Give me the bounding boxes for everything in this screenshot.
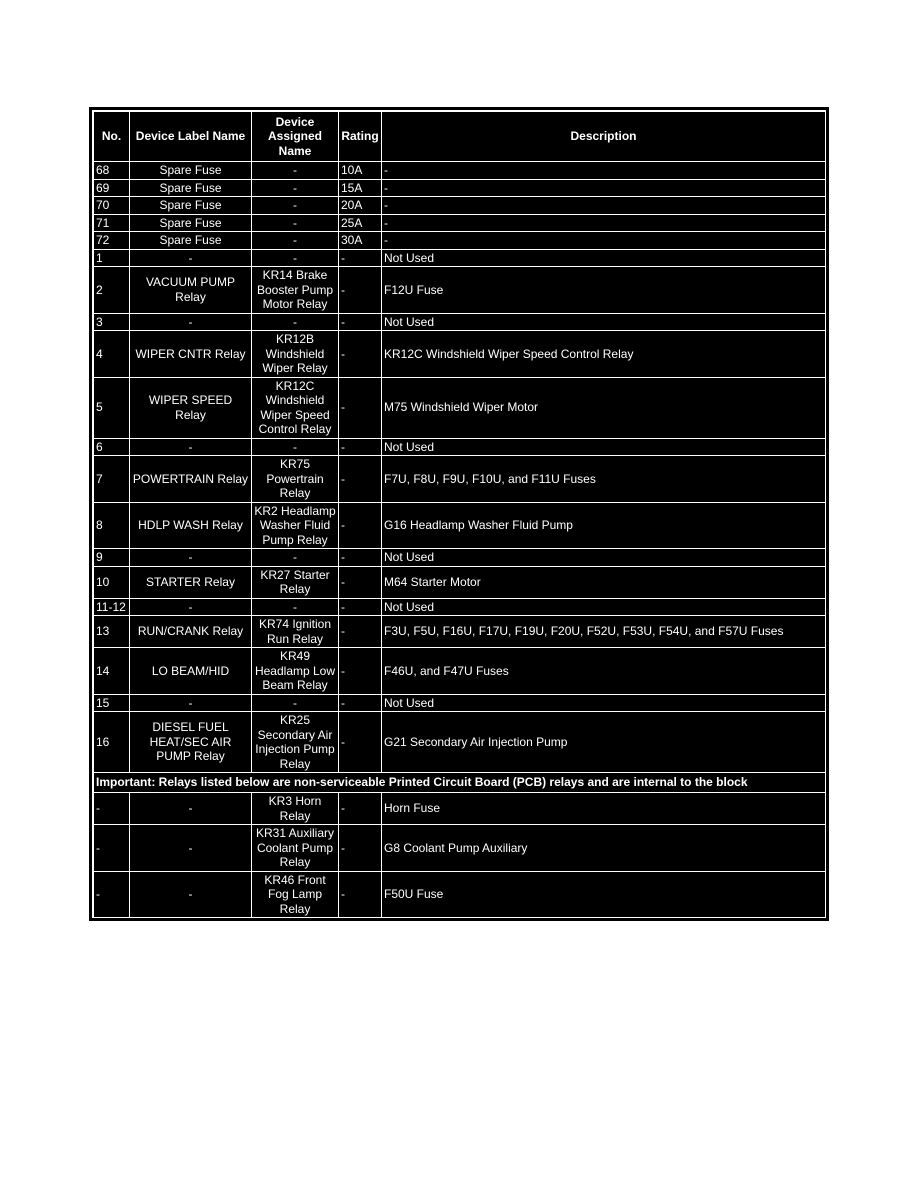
cell-device-label-name: RUN/CRANK Relay xyxy=(130,616,252,648)
cell-description: F3U, F5U, F16U, F17U, F19U, F20U, F52U, F53U, F54U, and F57U Fuses xyxy=(382,616,826,648)
cell-description: KR12C Windshield Wiper Speed Control Relay xyxy=(382,331,826,378)
cell-no: 8 xyxy=(94,503,130,550)
cell-rating: - xyxy=(339,872,382,919)
cell-rating: - xyxy=(339,712,382,773)
cell-device-assigned-name: KR12C Windshield Wiper Speed Control Relay xyxy=(252,378,339,439)
cell-rating: - xyxy=(339,695,382,713)
cell-device-label-name: Spare Fuse xyxy=(130,197,252,215)
cell-device-label-name: Spare Fuse xyxy=(130,162,252,180)
pcb-relay-note: Important: Relays listed below are non-serviceable Printed Circuit Board (PCB) relays and are internal to the block xyxy=(94,773,826,793)
cell-no: - xyxy=(94,825,130,872)
cell-device-assigned-name: - xyxy=(252,439,339,457)
cell-rating: - xyxy=(339,567,382,599)
cell-description: Not Used xyxy=(382,549,826,567)
cell-no: 16 xyxy=(94,712,130,773)
table-row xyxy=(94,616,826,648)
pcb-table-row xyxy=(94,825,826,872)
table-row xyxy=(94,567,826,599)
cell-no: 10 xyxy=(94,567,130,599)
cell-no: 15 xyxy=(94,695,130,713)
table-header-row xyxy=(94,112,826,162)
header-rating: Rating xyxy=(339,112,382,162)
cell-description: F7U, F8U, F9U, F10U, and F11U Fuses xyxy=(382,456,826,503)
cell-no: 1 xyxy=(94,250,130,268)
cell-device-assigned-name: KR12B Windshield Wiper Relay xyxy=(252,331,339,378)
cell-device-assigned-name: - xyxy=(252,599,339,617)
fuse-table-frame xyxy=(89,107,829,921)
cell-device-assigned-name: KR27 Starter Relay xyxy=(252,567,339,599)
cell-description: Not Used xyxy=(382,439,826,457)
header-description: Description xyxy=(382,112,826,162)
cell-device-assigned-name: KR25 Secondary Air Injection Pump Relay xyxy=(252,712,339,773)
cell-description: - xyxy=(382,162,826,180)
cell-rating: - xyxy=(339,793,382,825)
cell-device-label-name: WIPER SPEED Relay xyxy=(130,378,252,439)
cell-description: G8 Coolant Pump Auxiliary xyxy=(382,825,826,872)
cell-description: - xyxy=(382,215,826,233)
cell-rating: - xyxy=(339,549,382,567)
fuse-relay-table xyxy=(92,110,826,918)
cell-no: - xyxy=(94,872,130,919)
cell-device-assigned-name: - xyxy=(252,695,339,713)
table-row xyxy=(94,439,826,457)
cell-device-assigned-name: KR75 Powertrain Relay xyxy=(252,456,339,503)
cell-description: M75 Windshield Wiper Motor xyxy=(382,378,826,439)
cell-rating: 15A xyxy=(339,180,382,198)
cell-device-assigned-name: - xyxy=(252,314,339,332)
cell-description: - xyxy=(382,232,826,250)
cell-no: 72 xyxy=(94,232,130,250)
cell-rating: - xyxy=(339,648,382,695)
cell-device-label-name: HDLP WASH Relay xyxy=(130,503,252,550)
cell-device-label-name: VACUUM PUMP Relay xyxy=(130,267,252,314)
cell-device-label-name: Spare Fuse xyxy=(130,232,252,250)
cell-device-label-name: - xyxy=(130,314,252,332)
cell-description: F46U, and F47U Fuses xyxy=(382,648,826,695)
pcb-table-body xyxy=(94,793,826,918)
cell-device-assigned-name: - xyxy=(252,232,339,250)
cell-description: M64 Starter Motor xyxy=(382,567,826,599)
cell-device-assigned-name: - xyxy=(252,180,339,198)
cell-rating: 20A xyxy=(339,197,382,215)
cell-device-label-name: - xyxy=(130,439,252,457)
cell-no: 7 xyxy=(94,456,130,503)
cell-device-label-name: - xyxy=(130,825,252,872)
cell-rating: - xyxy=(339,378,382,439)
table-row xyxy=(94,331,826,378)
cell-no: 71 xyxy=(94,215,130,233)
cell-device-label-name: - xyxy=(130,695,252,713)
cell-device-label-name: Spare Fuse xyxy=(130,180,252,198)
cell-device-assigned-name: - xyxy=(252,162,339,180)
cell-device-label-name: POWERTRAIN Relay xyxy=(130,456,252,503)
cell-device-assigned-name: - xyxy=(252,215,339,233)
cell-device-label-name: - xyxy=(130,793,252,825)
table-row xyxy=(94,648,826,695)
table-row xyxy=(94,503,826,550)
cell-no: 11-12 xyxy=(94,599,130,617)
cell-device-assigned-name: KR74 Ignition Run Relay xyxy=(252,616,339,648)
cell-rating: - xyxy=(339,616,382,648)
cell-description: G16 Headlamp Washer Fluid Pump xyxy=(382,503,826,550)
table-row xyxy=(94,180,826,198)
cell-no: 6 xyxy=(94,439,130,457)
cell-device-assigned-name: KR3 Horn Relay xyxy=(252,793,339,825)
cell-rating: - xyxy=(339,250,382,268)
cell-description: Not Used xyxy=(382,250,826,268)
cell-rating: - xyxy=(339,267,382,314)
cell-no: 69 xyxy=(94,180,130,198)
cell-description: Horn Fuse xyxy=(382,793,826,825)
cell-description: Not Used xyxy=(382,599,826,617)
cell-description: Not Used xyxy=(382,314,826,332)
table-row xyxy=(94,267,826,314)
cell-device-assigned-name: - xyxy=(252,197,339,215)
cell-rating: - xyxy=(339,825,382,872)
cell-description: G21 Secondary Air Injection Pump xyxy=(382,712,826,773)
cell-rating: - xyxy=(339,331,382,378)
cell-device-assigned-name: KR46 Front Fog Lamp Relay xyxy=(252,872,339,919)
cell-no: 5 xyxy=(94,378,130,439)
header-device-label-name: Device Label Name xyxy=(130,112,252,162)
cell-no: 4 xyxy=(94,331,130,378)
header-no: No. xyxy=(94,112,130,162)
table-row xyxy=(94,549,826,567)
cell-device-label-name: - xyxy=(130,872,252,919)
table-row xyxy=(94,215,826,233)
pcb-table-row xyxy=(94,793,826,825)
cell-rating: 30A xyxy=(339,232,382,250)
cell-description: F50U Fuse xyxy=(382,872,826,919)
cell-rating: 10A xyxy=(339,162,382,180)
pcb-table-row xyxy=(94,872,826,919)
table-row xyxy=(94,599,826,617)
cell-description: - xyxy=(382,197,826,215)
cell-description: - xyxy=(382,180,826,198)
table-row xyxy=(94,378,826,439)
cell-device-label-name: WIPER CNTR Relay xyxy=(130,331,252,378)
cell-device-assigned-name: KR49 Headlamp Low Beam Relay xyxy=(252,648,339,695)
cell-device-label-name: - xyxy=(130,250,252,268)
cell-device-assigned-name: KR2 Headlamp Washer Fluid Pump Relay xyxy=(252,503,339,550)
cell-description: F12U Fuse xyxy=(382,267,826,314)
cell-device-assigned-name: - xyxy=(252,549,339,567)
table-row xyxy=(94,250,826,268)
cell-device-label-name: - xyxy=(130,599,252,617)
table-row xyxy=(94,162,826,180)
cell-no: 9 xyxy=(94,549,130,567)
table-row xyxy=(94,456,826,503)
cell-device-label-name: LO BEAM/HID xyxy=(130,648,252,695)
cell-no: 3 xyxy=(94,314,130,332)
cell-no: 70 xyxy=(94,197,130,215)
cell-no: 2 xyxy=(94,267,130,314)
table-row xyxy=(94,695,826,713)
header-device-assigned-name: Device Assigned Name xyxy=(252,112,339,162)
cell-device-assigned-name: KR31 Auxiliary Coolant Pump Relay xyxy=(252,825,339,872)
cell-rating: - xyxy=(339,314,382,332)
cell-device-label-name: - xyxy=(130,549,252,567)
cell-no: 68 xyxy=(94,162,130,180)
cell-device-label-name: DIESEL FUEL HEAT/SEC AIR PUMP Relay xyxy=(130,712,252,773)
cell-no: 14 xyxy=(94,648,130,695)
cell-device-assigned-name: - xyxy=(252,250,339,268)
table-row xyxy=(94,232,826,250)
cell-device-assigned-name: KR14 Brake Booster Pump Motor Relay xyxy=(252,267,339,314)
cell-no: - xyxy=(94,793,130,825)
cell-rating: - xyxy=(339,503,382,550)
cell-description: Not Used xyxy=(382,695,826,713)
table-row xyxy=(94,712,826,773)
cell-device-label-name: STARTER Relay xyxy=(130,567,252,599)
table-body xyxy=(94,162,826,773)
cell-rating: 25A xyxy=(339,215,382,233)
note-row xyxy=(94,773,826,793)
cell-device-label-name: Spare Fuse xyxy=(130,215,252,233)
cell-no: 13 xyxy=(94,616,130,648)
cell-rating: - xyxy=(339,456,382,503)
table-row xyxy=(94,314,826,332)
cell-rating: - xyxy=(339,599,382,617)
table-row xyxy=(94,197,826,215)
cell-rating: - xyxy=(339,439,382,457)
